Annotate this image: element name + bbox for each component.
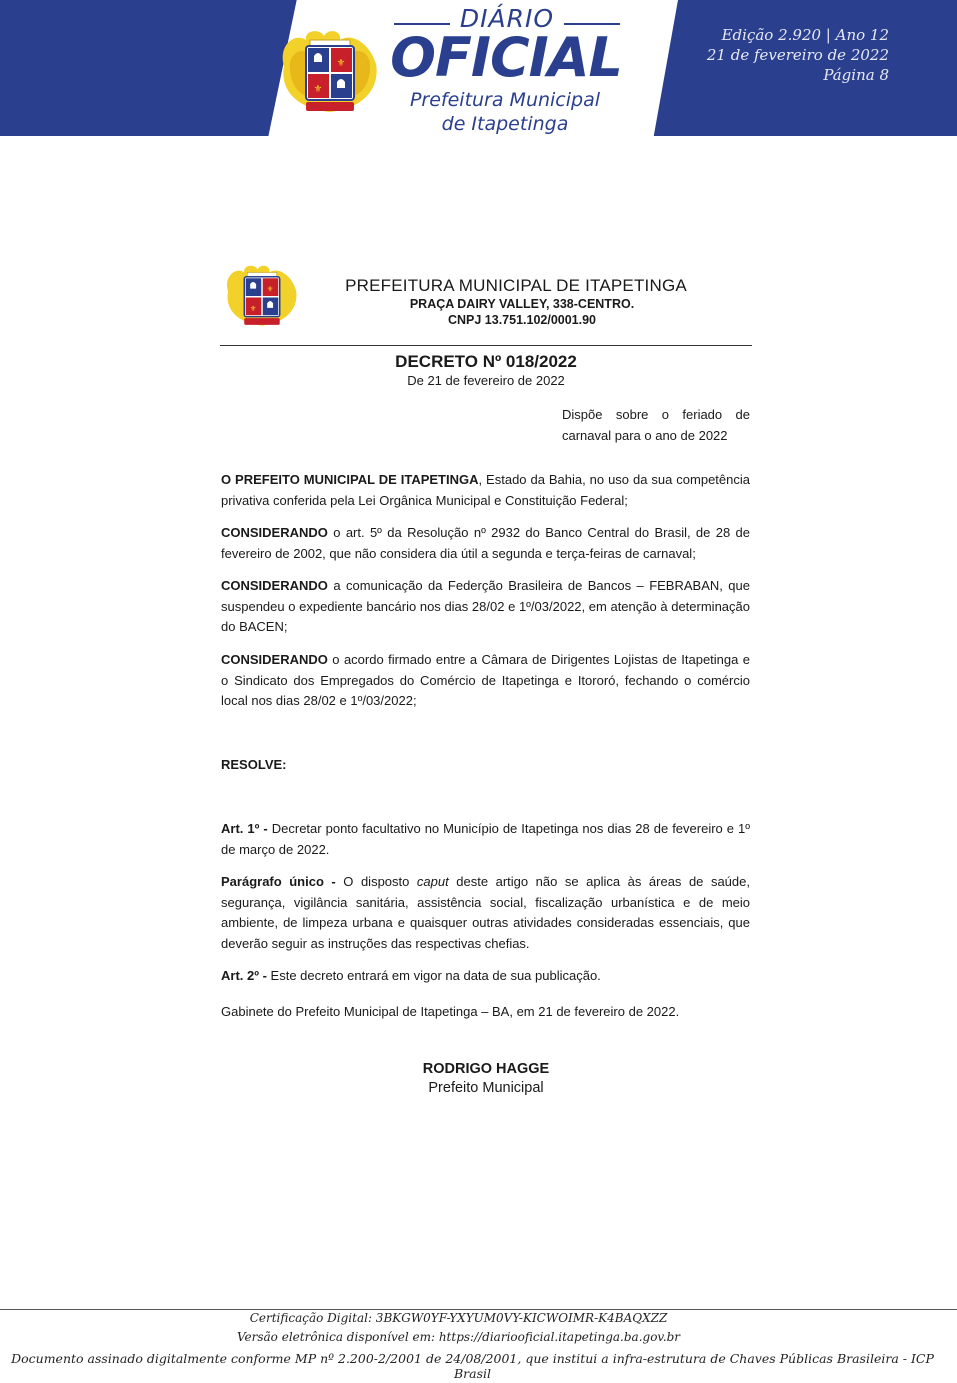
preamble-paragraph bbox=[221, 470, 750, 511]
signatory-name: RODRIGO HAGGE bbox=[422, 1061, 550, 1077]
article-2-text: Este decreto entrará em vigor na data de sua publicação. bbox=[266, 968, 601, 983]
decree-title: DECRETO Nº 018/2022 bbox=[395, 352, 577, 371]
article-1-label: Art. 1º - bbox=[221, 821, 268, 836]
masthead-oficial: OFICIAL bbox=[390, 26, 622, 89]
paragrafo-unico-caput: caput bbox=[416, 874, 449, 889]
article-1 bbox=[221, 819, 750, 860]
footer-assinatura-digital: Documento assinado digitalmente conforme MP nº 2.200-2/2001 de 24/08/2001, que institui a infra-estrutura de Chaves Públicas Brasileira - ICP Brasil bbox=[11, 1351, 934, 1381]
letterhead-cnpj: CNPJ 13.751.102/0001.90 bbox=[447, 313, 597, 327]
preamble-lead: O PREFEITO MUNICIPAL DE ITAPETINGA bbox=[221, 472, 479, 487]
edition-info bbox=[707, 25, 889, 85]
considerando-paragraph-2 bbox=[221, 576, 750, 638]
considerando-text-2: a comunicação da Federção Brasileira de Bancos – FEBRABAN, que suspendeu o expediente bancário nos dias 28/02 e 1º/03/2022, em atenção à determinação do BACEN; bbox=[221, 578, 750, 634]
letterhead-crest-logo bbox=[222, 262, 302, 330]
paragrafo-unico-label: Parágrafo único - bbox=[221, 874, 336, 889]
letterhead-divider bbox=[220, 345, 752, 346]
edition-number: Edição 2.920 | Ano 12 bbox=[721, 26, 889, 44]
considerando-paragraph-3 bbox=[221, 650, 750, 712]
edition-date: 21 de fevereiro de 2022 bbox=[706, 46, 889, 64]
considerando-text-3: o acordo firmado entre a Câmara de Dirigentes Lojistas de Itapetinga e o Sindicato dos Empregados do Comércio de Itapetinga e Itororó, fechando o comércio local nos dias 28/02 e 1º/03/2022; bbox=[221, 652, 750, 708]
considerando-text-1: o art. 5º da Resolução nº 2932 do Banco Central do Brasil, de 28 de fevereiro de 2002, que não considera dia útil a segunda e terça-feiras de carnaval; bbox=[221, 525, 750, 561]
svg-text:⚜: ⚜ bbox=[266, 284, 274, 294]
considerando-label: CONSIDERANDO bbox=[221, 525, 328, 540]
masthead-blue-band-left bbox=[0, 0, 300, 136]
footer-divider bbox=[0, 1309, 957, 1310]
masthead-rule-left bbox=[394, 23, 450, 25]
letterhead-name: PREFEITURA MUNICIPAL DE ITAPETINGA bbox=[345, 276, 687, 295]
letterhead-address: PRAÇA DAIRY VALLEY, 338-CENTRO. bbox=[409, 297, 635, 311]
considerando-label: CONSIDERANDO bbox=[221, 578, 328, 593]
resolve-heading: RESOLVE: bbox=[221, 757, 287, 772]
masthead-banner bbox=[0, 0, 957, 138]
preamble-text: , Estado da Bahia, no uso da sua competência privativa conferida pela Lei Orgânica Municipal e Constituição Federal; bbox=[221, 472, 750, 508]
considerando-label: CONSIDERANDO bbox=[221, 652, 328, 667]
svg-text:⚜: ⚜ bbox=[336, 58, 346, 69]
municipal-crest-logo bbox=[276, 26, 384, 118]
decree-date: De 21 de fevereiro de 2022 bbox=[407, 373, 565, 388]
paragrafo-unico bbox=[221, 872, 750, 954]
article-2 bbox=[221, 966, 750, 987]
page-number: Página 8 bbox=[823, 66, 889, 84]
gabinete-closing: Gabinete do Prefeito Municipal de Itapetinga – BA, em 21 de fevereiro de 2022. bbox=[221, 1004, 680, 1019]
masthead-rule-right bbox=[564, 23, 620, 25]
decree-ementa: Dispõe sobre o feriado de carnaval para o ano de 2022 bbox=[562, 407, 750, 443]
footer-versao-eletronica[interactable]: Versão eletrônica disponível em: https://diariooficial.itapetinga.ba.gov.br bbox=[236, 1330, 681, 1344]
masthead-subtitle-line1: Prefeitura Municipal bbox=[409, 89, 601, 111]
masthead-diario: DIÁRIO bbox=[459, 4, 555, 33]
paragrafo-unico-text-a: O disposto bbox=[335, 874, 417, 889]
considerando-paragraph-1 bbox=[221, 523, 750, 564]
signatory-role: Prefeito Municipal bbox=[428, 1080, 544, 1096]
svg-text:⚜: ⚜ bbox=[313, 84, 323, 95]
footer-certificacao: Certificação Digital: 3BKGW0YF-YXYUM0VY-KICWOIMR-K4BAQXZZ bbox=[249, 1311, 668, 1325]
masthead-subtitle-line2: de Itapetinga bbox=[441, 113, 569, 135]
svg-text:⚜: ⚜ bbox=[249, 303, 257, 313]
article-1-text: Decretar ponto facultativo no Município de Itapetinga nos dias 28 de fevereiro e 1º de março de 2022. bbox=[221, 821, 751, 857]
paragrafo-unico-text-b: deste artigo não se aplica às áreas de saúde, segurança, vigilância sanitária, assistência social, fiscalização urbanística e de meio ambiente, de limpeza urbana e quaisquer outras atividades consideradas essenciais, que deverão seguir as instruções das respectivas chefias. bbox=[221, 874, 750, 951]
article-2-label: Art. 2º - bbox=[221, 968, 267, 983]
